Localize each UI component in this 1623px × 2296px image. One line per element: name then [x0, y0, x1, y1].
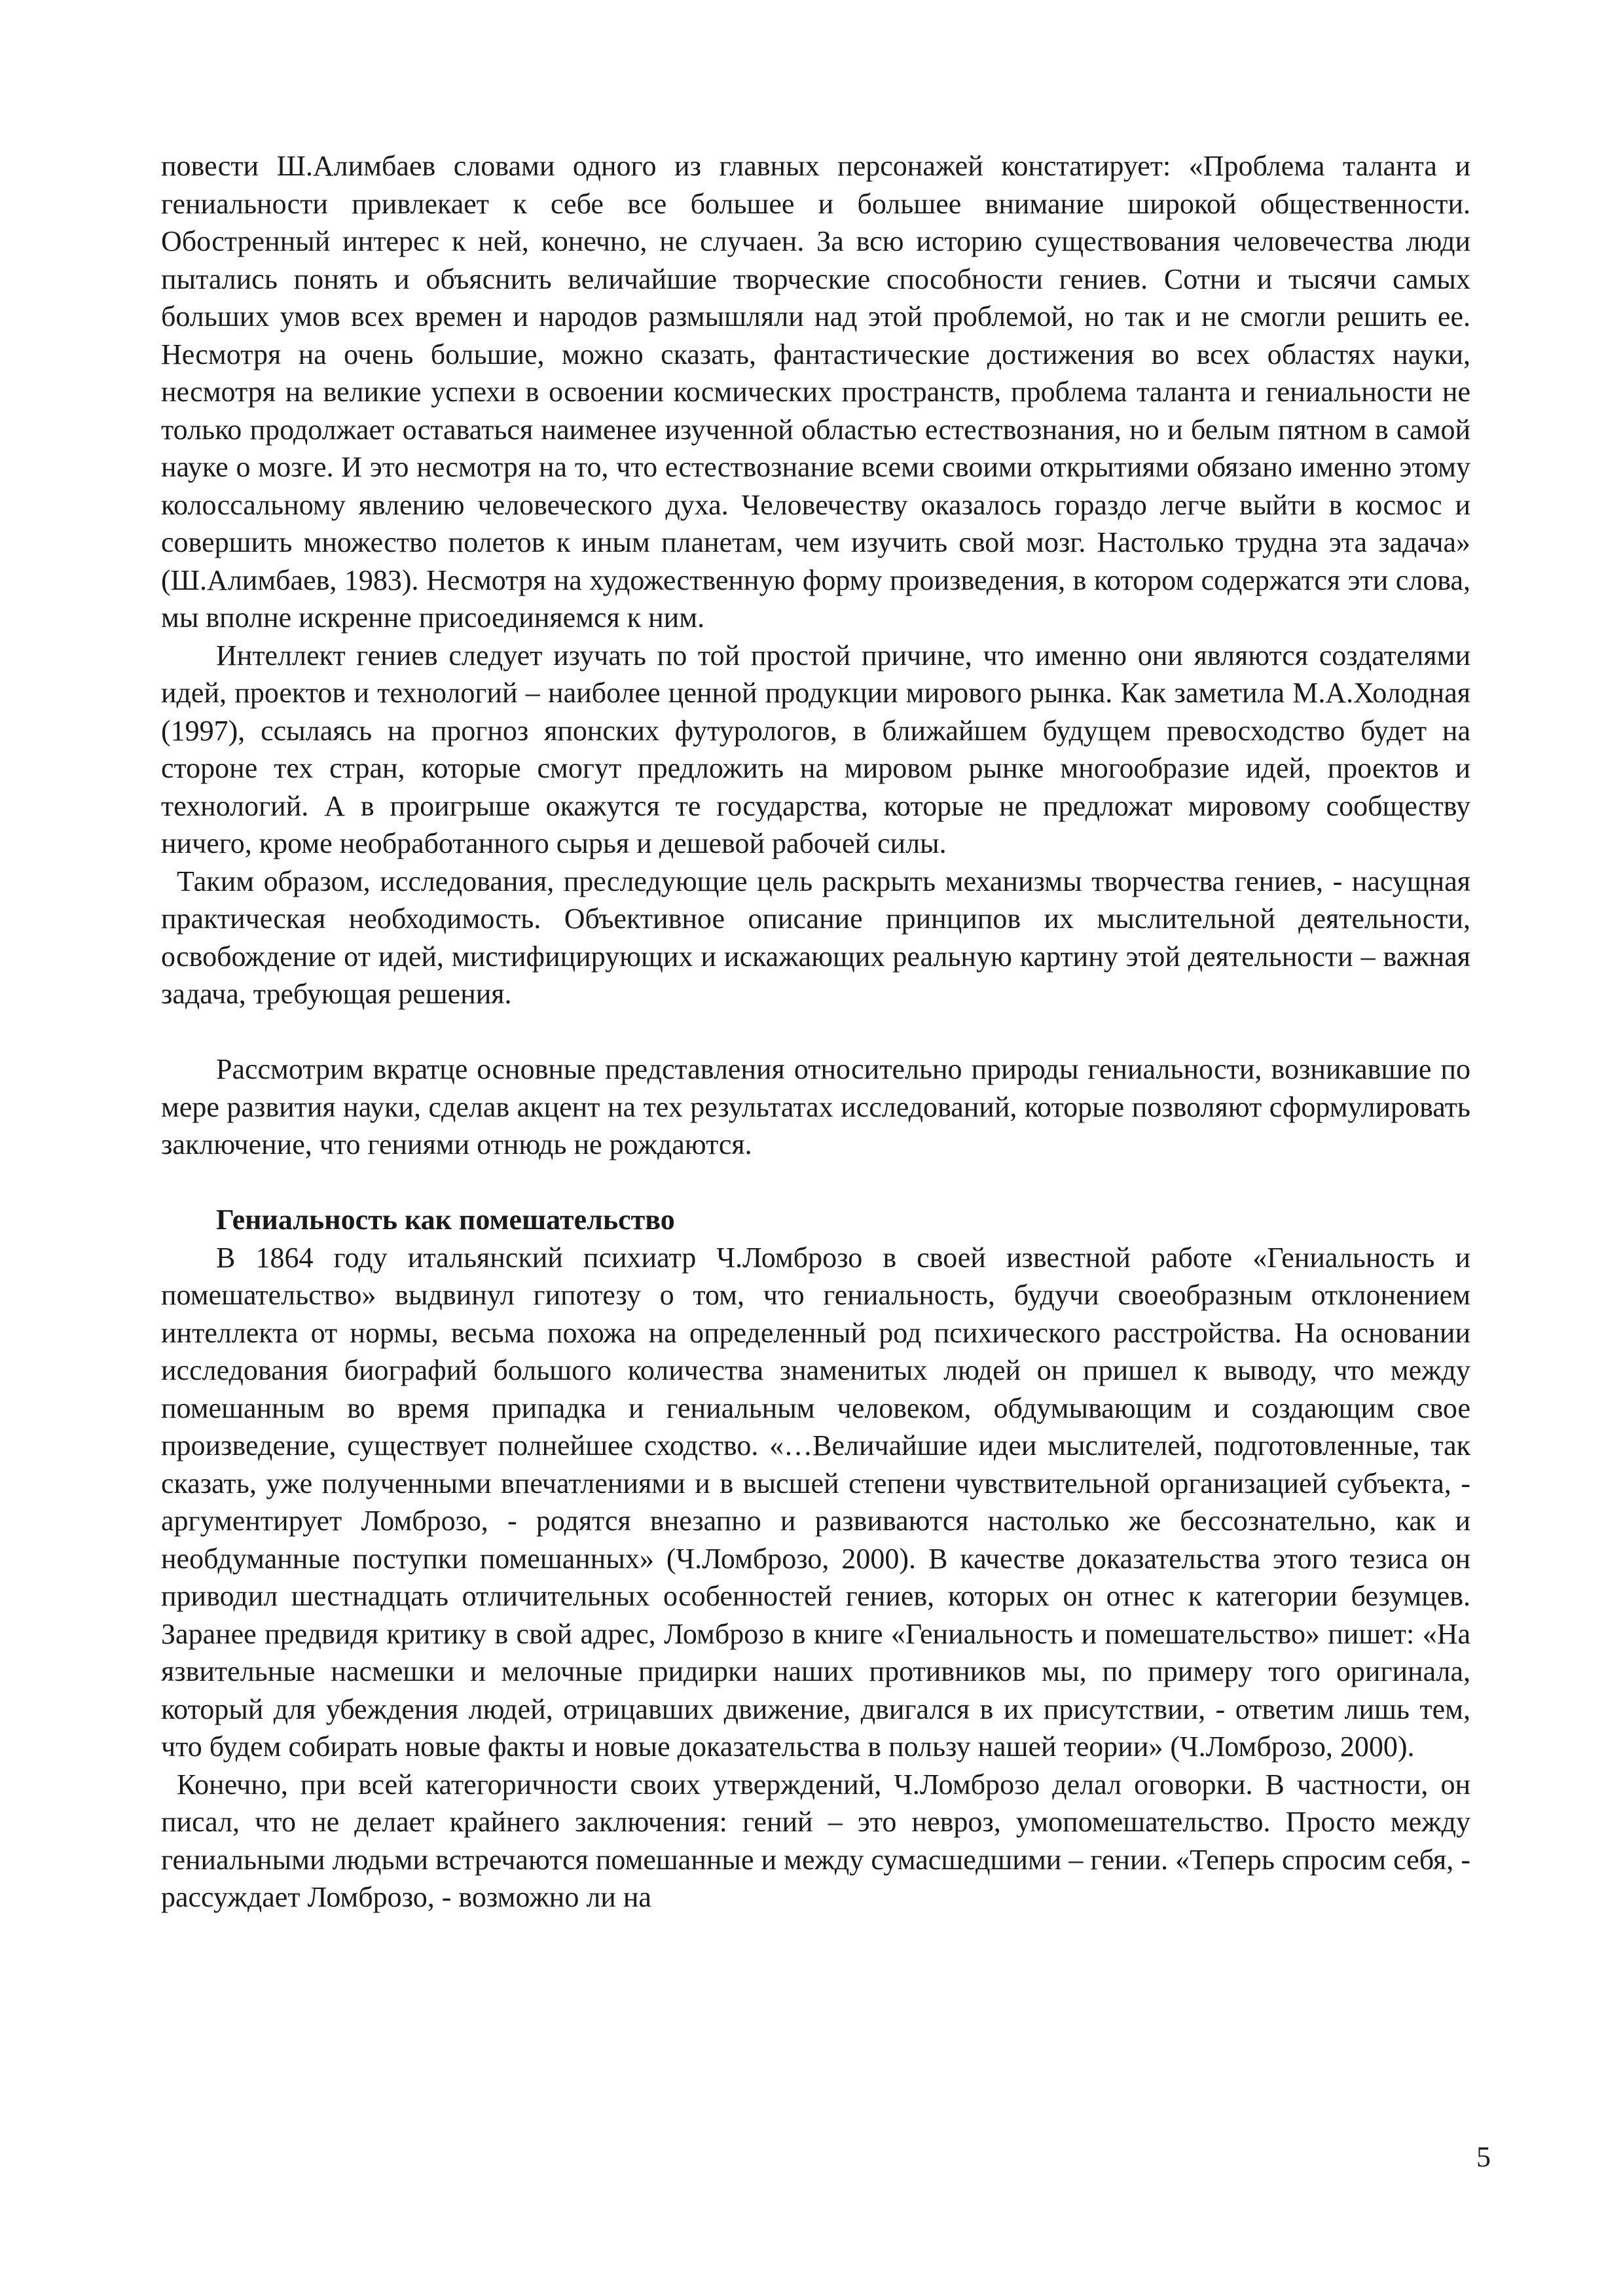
section-heading: Гениальность как помешательство — [216, 1204, 675, 1236]
paragraph-lombroso-hypothesis: В 1864 году итальянский психиатр Ч.Ломброзо в своей известной работе «Гениальность и помешательство» выдвинул гипотезу о том, что гениальность, будучи своеобразным отклонением интеллекта от нормы, весьма похожа на определенный род психического расстройства. На основании исследования биографий большого количества знаменитых людей он пришел к выводу, что между помешанным во время припадка и гениальным человеком, обдумывающим и создающим свое произведение, существует полнейшее сходство. «…Величайшие идеи мыслителей, подготовленные, так сказать, уже полученными впечатлениями и в высшей степени чувствительной организацией субъекта, - аргументирует Ломброзо, - родятся внезапно и развиваются настолько же бессознательно, как и необдуманные поступки помешанных» (Ч.Ломброзо, 2000). В качестве доказательства этого тезиса он приводил шестнадцать отличительных особенностей гениев, которых он отнес к категории безумцев. Заранее предвидя критику в свой адрес, Ломброзо в книге «Гениальность и помешательство» пишет: «На язвительные насмешки и мелочные придирки наших противников мы, по примеру того оригинала, который для убеждения людей, отрицавших движение, двигался в их присутствии, - ответим лишь тем, что будем собирать новые факты и новые доказательства в пользу нашей теории» (Ч.Ломброзо, 2000). — [161, 1241, 1470, 1763]
paragraph-intellect-of-geniuses: Интеллект гениев следует изучать по той простой причине, что именно они являются создателями идей, проектов и технологий – наиболее ценной продукции мирового рынка. Как заметила М.А.Холодная (1997), ссылаясь на прогноз японских футурологов, в ближайшем будущем превосходство будет на стороне тех стран, которые смогут предложить на мировом рынке многообразие идей, проектов и технологий. А в проигрыше окажутся те государства, которые не предложат мировому сообществу ничего, кроме необработанного сырья и дешевой рабочей силы. — [161, 639, 1470, 859]
paragraph-alimbaev-quote: повести Ш.Алимбаев словами одного из главных персонажей констатирует: «Проблема таланта и гениальности привлекает к себе все большее и большее внимание широкой общественности. Обостренный интерес к ней, конечно, не случаен. За всю историю существования человечества люди пытались понять и объяснить величайшие творческие способности гениев. Сотни и тысячи самых больших умов всех времен и народов размышляли над этой проблемой, но так и не смогли решить ее. Несмотря на очень большие, можно сказать, фантастические достижения во всех областях науки, несмотря на великие успехи в освоении космических пространств, проблема таланта и гениальности не только продолжает оставаться наименее изученной областью естествознания, но и белым пятном в самой науке о мозге. И это несмотря на то, что естествознание всеми своими открытиями обязано именно этому колоссальному явлению человеческого духа. Человечеству оказалось гораздо легче выйти в космос и совершить множество полетов к иным планетам, чем изучить свой мозг. Настолько трудна эта задача» (Ш.Алимбаев, 1983). Несмотря на художественную форму произведения, в котором содержатся эти слова, мы вполне искренне присоединяемся к ним. — [161, 150, 1470, 634]
paragraph-research-necessity: Таким образом, исследования, преследующие цель раскрыть механизмы творчества гениев, - насущная практическая необходимость. Объективное описание принципов их мыслительной деятельности, освобождение от идей, мистифицирующих и искажающих реальную картину этой деятельности – важная задача, требующая решения. — [161, 865, 1470, 1010]
paragraph-spacer — [161, 1164, 1470, 1202]
body-text — [161, 147, 1470, 1916]
page-number: 5 — [1476, 2141, 1491, 2173]
paragraph-spacer — [161, 1013, 1470, 1051]
paragraph-lombroso-reservations: Конечно, при всей категоричности своих утверждений, Ч.Ломброзо делал оговорки. В частности, он писал, что не делает крайнего заключения: гений – это невроз, умопомешательство. Просто между гениальными людьми встречаются помешанные и между сумасшедшими – гении. «Теперь спросим себя, - рассуждает Ломброзо, - возможно ли на — [161, 1768, 1470, 1913]
paragraph-overview: Рассмотрим вкратце основные представления относительно природы гениальности, возникавшие по мере развития науки, сделав акцент на тех результатах исследований, которые позволяют сформулировать заключение, что гениями отнюдь не рождаются. — [161, 1053, 1470, 1160]
